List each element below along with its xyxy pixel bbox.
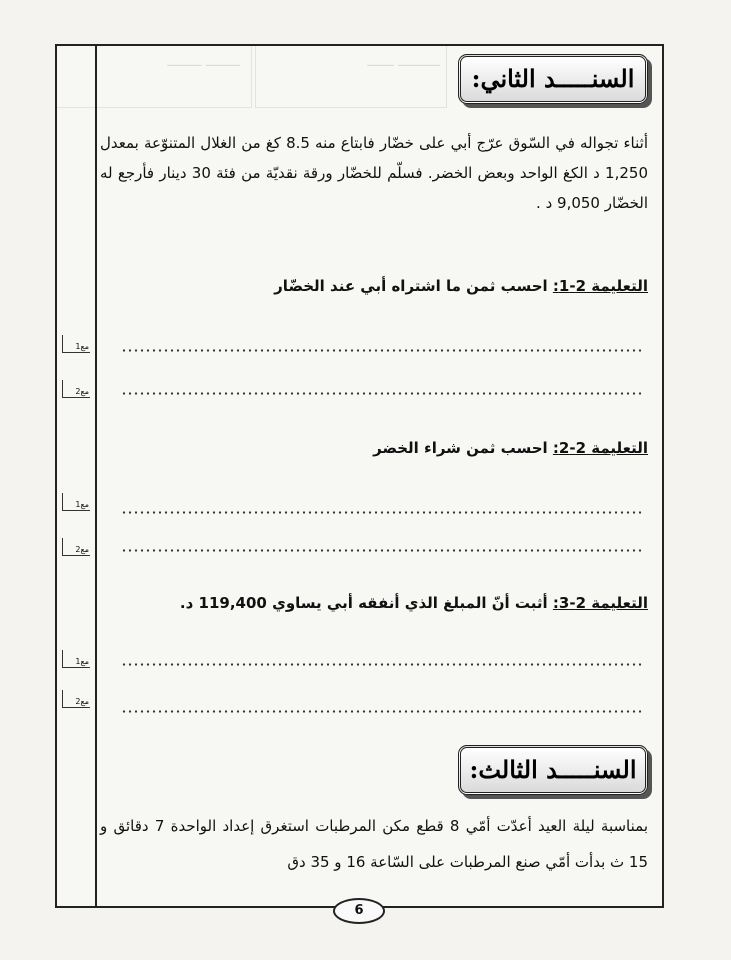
sanad-3-paragraph: بمناسبة ليلة العيد أعدّت أمّي 8 قطع مكن المرطبات استغرق إعداد الواحدة 7 دقائق و 15 ث بدأت أمّي صنع المرطبات على السّاعة 16 و 35 دق: [100, 817, 648, 871]
sanad-3-title: السنـــــد الثالث:: [458, 745, 648, 795]
answer-line[interactable]: [121, 663, 643, 666]
sanad-2-paragraph: أثناء تجواله في السّوق عرّج أبي على خضّار فابتاع منه 8.5 كغ من الغلال المتنوّعة بمعدل 1,250 د الكغ الواحد وبعض الخضر. فسلّم للخضّار ورقة نقديّة من فئة 30 دينار فأرجع له الخضّار 9,050 د .: [100, 134, 648, 212]
criterion-label: مع2: [75, 545, 89, 554]
instruction-2-3: [100, 594, 648, 612]
criterion-label: مع2: [75, 387, 89, 396]
answer-line[interactable]: [121, 349, 643, 352]
answer-line[interactable]: [121, 511, 643, 514]
grading-margin-line: [95, 44, 97, 908]
criterion-mark-2: [62, 538, 90, 556]
instruction-text: أثبت أنّ المبلغ الذي أنفقه أبي يساوي 119,400 د.: [179, 594, 553, 612]
instruction-text: احسب ثمن ما اشتراه أبي عند الخضّار: [274, 277, 553, 295]
sanad-2-title: السنـــــد الثاني:: [458, 54, 648, 104]
criterion-mark-1: [62, 335, 90, 353]
instruction-text: احسب ثمن شراء الخضر: [373, 439, 553, 457]
answer-line[interactable]: [121, 392, 643, 395]
instruction-2-1: [100, 277, 648, 295]
page-number: 6: [333, 898, 385, 924]
instruction-label: التعليمة 2-2:: [552, 439, 648, 457]
criterion-mark-1: [62, 493, 90, 511]
criterion-mark-2: [62, 690, 90, 708]
instruction-label: التعليمة 2-3:: [552, 594, 648, 612]
instruction-label: التعليمة 2-1:: [552, 277, 648, 295]
criterion-label: مع1: [75, 657, 89, 666]
criterion-label: مع2: [75, 697, 89, 706]
answer-line[interactable]: [121, 549, 643, 552]
criterion-label: مع1: [75, 500, 89, 509]
criterion-label: مع1: [75, 342, 89, 351]
criterion-mark-1: [62, 650, 90, 668]
criterion-mark-2: [62, 380, 90, 398]
instruction-2-2: [100, 439, 648, 457]
answer-line[interactable]: [121, 710, 643, 713]
